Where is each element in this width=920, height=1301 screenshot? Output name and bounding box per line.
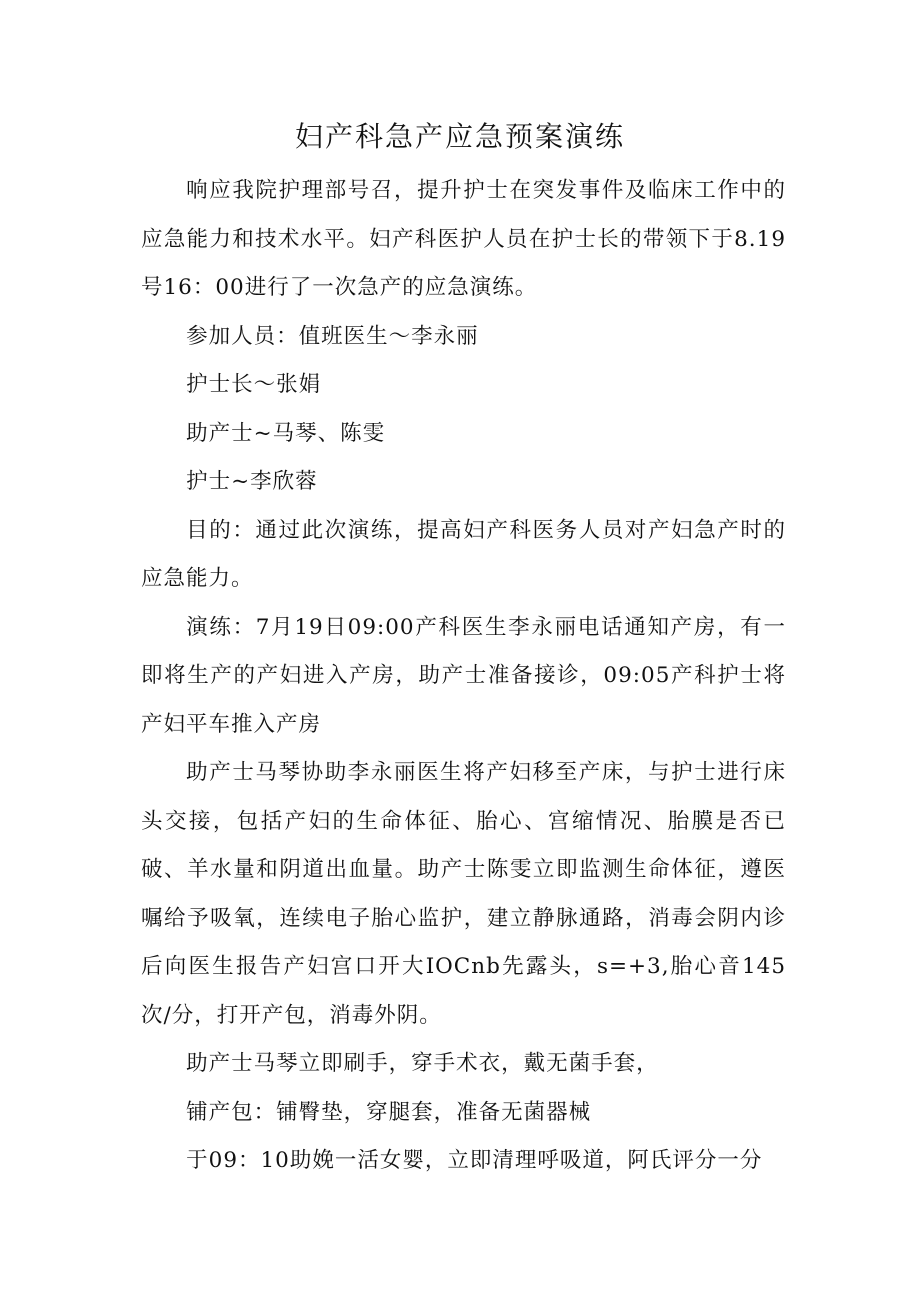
paragraph-prep: 铺产包：铺臀垫，穿腿套，准备无菌器械	[186, 1099, 592, 1125]
paragraph-intro: 响应我院护理部号召，提升护士在突发事件及临床工作中的应急能力和技术水平。妇产科医护人员在护士长的带领下于8.19号16：00进行了一次急产的应急演练。	[141, 178, 786, 300]
document-body	[141, 167, 786, 1186]
paragraph-delivery: 于09：10助娩一活女婴，立即清理呼吸道，阿氏评分一分	[186, 1148, 763, 1173]
paragraph-drill-handover: 助产士马琴协助李永丽医生将产妇移至产床，与护士进行床头交接，包括产妇的生命体征、胎心、宫缩情况、胎膜是否已破、羊水量和阴道出血量。助产士陈雯立即监测生命体征，遵医嘱给予吸氧，连续电子胎心监护，建立静脉通路，消毒会阴内诊后向医生报告产妇宫口开大IOCnb先露头，s=+3,胎心音145次/分，打开产包，消毒外阴。	[141, 760, 786, 1028]
paragraph-head-nurse: 护士长～张娟	[186, 372, 322, 397]
paragraph-midwives: 助产士~马琴、陈雯	[186, 420, 386, 446]
paragraph-drill-start: 演练：7月19日09:00产科医生李永丽电话通知产房，有一即将生产的产妇进入产房，助产士准备接诊，09:05产科护士将产妇平车推入产房	[141, 614, 786, 737]
paragraph-purpose: 目的：通过此次演练，提高妇产科医务人员对产妇急产时的应急能力。	[141, 517, 786, 591]
paragraph-nurse: 护士~李欣蓉	[186, 469, 318, 494]
paragraph-scrub: 助产士马琴立即刷手，穿手术衣，戴无菌手套，	[186, 1051, 659, 1076]
paragraph-participants: 参加人员：值班医生～李永丽	[186, 323, 479, 349]
document-title: 妇产科急产应急预案演练	[294, 120, 625, 153]
